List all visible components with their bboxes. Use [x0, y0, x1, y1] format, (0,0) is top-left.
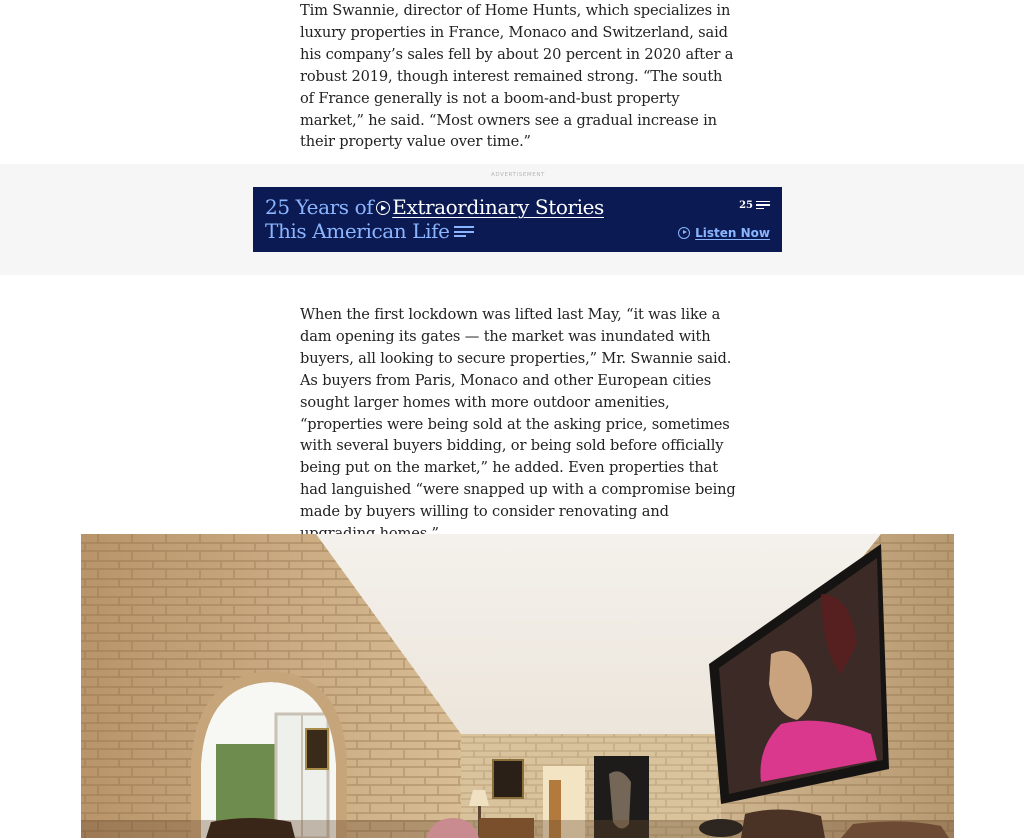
ad-anniversary-badge — [739, 200, 770, 211]
advertisement-banner[interactable] — [253, 187, 782, 252]
play-circle-icon — [678, 227, 690, 239]
listen-now-label: Listen Now — [695, 226, 770, 240]
ad-show-name: This American Life — [265, 219, 450, 243]
article-paragraph: Tim Swannie, director of Home Hunts, which specializes in luxury properties in France, Monaco and Switzerland, said his company’s sales fell by about 20 percent in 2020 after a robust 2019, though interest remained strong. “The south of France generally is not a boom-and-bust property market,” he said. “Most owners see a gradual increase in their property value over time.” — [300, 2, 734, 151]
this-american-life-logo-icon — [454, 225, 474, 239]
play-circle-icon — [376, 201, 390, 215]
ad-headline-line-1 — [265, 195, 604, 219]
article-photo[interactable] — [81, 534, 954, 838]
ad-headline-line-2 — [265, 219, 474, 243]
article-paragraph: When the first lockdown was lifted last May, “it was like a dam opening its gates — the market was inundated with buyers, all looking to secure properties,” Mr. Swannie said. As buyers from Paris, Monaco and other European cities sought larger homes with more outdoor amenities, “properties were being sold at the asking price, sometimes with several buyers bidding, or being sold before officially being put on the market,” he added. Even properties that had languished “were snapped up with a compromise being made by buyers willing to consider renovating and — [300, 306, 736, 521]
listen-now-button[interactable] — [678, 226, 770, 240]
living-room-photo-illustration — [81, 534, 954, 838]
ad-headline-prefix: 25 Years of — [265, 195, 374, 219]
ad-headline-title[interactable]: Extraordinary Stories — [392, 195, 604, 219]
this-american-life-small-logo-icon — [756, 201, 770, 211]
advertisement-label: ADVERTISEMENT — [490, 172, 545, 178]
ad-badge-number: 25 — [739, 200, 753, 211]
